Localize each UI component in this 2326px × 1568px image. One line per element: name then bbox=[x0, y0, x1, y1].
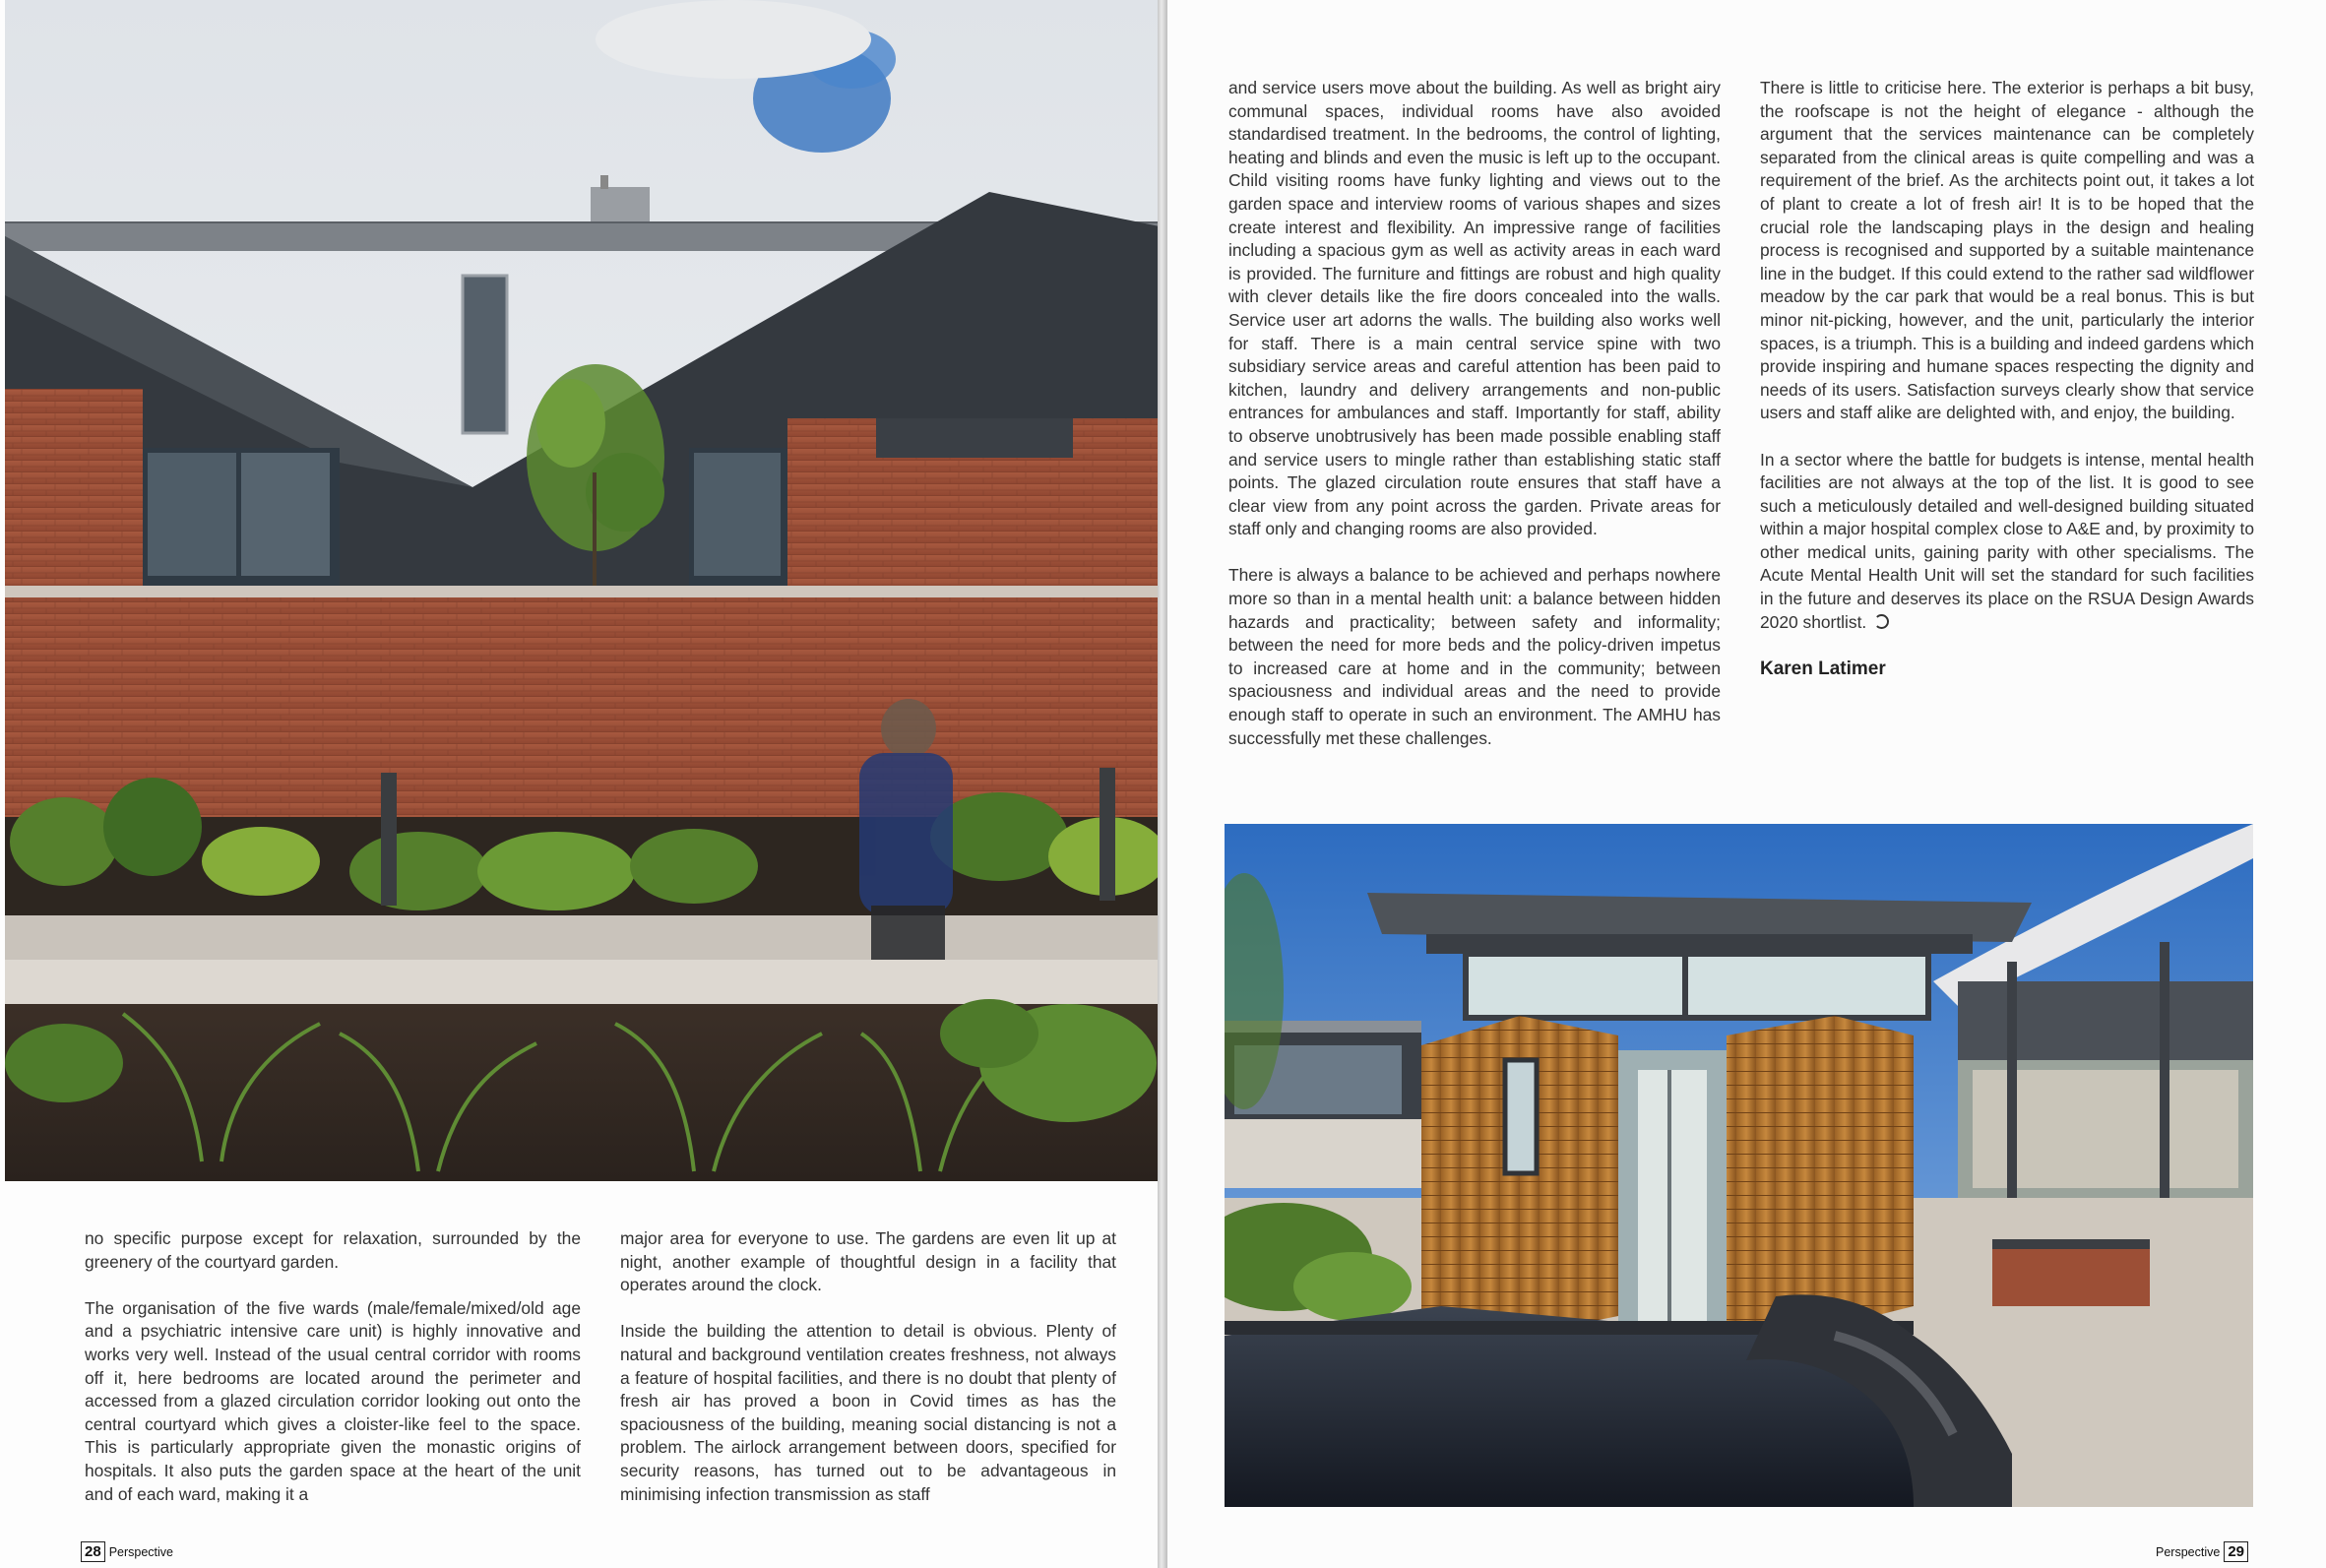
right-column-2 bbox=[1760, 77, 2254, 680]
paragraph: There is always a balance to be achieved and perhaps nowhere more so than in a mental health unit: a balance between hidden hazards and practicality; between safety and informality; between the need for more beds and the policy-driven impetus to increased care at home and in the community; between spaciousness and individual areas and the need to provide enough staff to operate in such an environment. The AMHU has successfully met these challenges. bbox=[1228, 565, 1721, 748]
page-number: 28 bbox=[81, 1541, 105, 1562]
spread-gutter bbox=[1158, 0, 1167, 1568]
left-column-1 bbox=[85, 1227, 581, 1530]
right-folio bbox=[2156, 1541, 2248, 1562]
courtyard-pavilion-photo bbox=[1225, 824, 2253, 1507]
page-number: 29 bbox=[2224, 1541, 2248, 1562]
paragraph: The organisation of the five wards (male/female/mixed/old age and a psychiatric intensive care unit) is highly innovative and works very well. Instead of the usual central corridor with rooms off it, here bedrooms are located around the perimeter and accessed from a glazed circulation corridor looking out onto the central courtyard which gives a cloister-like feel to the space. This is particularly appropriate given the monastic origins of hospitals. It also puts the garden space at the heart of the unit and of each ward, making it a bbox=[85, 1297, 581, 1504]
running-title: Perspective bbox=[2156, 1544, 2221, 1559]
end-of-article-mark-icon bbox=[1874, 614, 1889, 629]
paragraph: no specific purpose except for relaxation, surrounded by the greenery of the courtyard garden. bbox=[85, 1228, 581, 1272]
paragraph: major area for everyone to use. The gardens are even lit up at night, another example of thoughtful design in a facility that operates around the clock. bbox=[620, 1228, 1116, 1295]
paragraph: and service users move about the building. As well as bright airy communal spaces, individual rooms have also avoided standardised treatment. In the bedrooms, the control of lighting, heating and blinds and even the music is left up to the occupant. Child visiting rooms have funky lighting and views out to the garden space and interview rooms of various shapes and sizes create interest and flexibility. An impressive range of facilities including a spacious gym as well as activity areas in each ward is provided. The furniture and fittings are robust and high quality with clever details like the fire doors concealed into the walls. Service user art adorns the walls. The building also works well for staff. There is a main central service spine with two subsidiary service areas and careful attention has been paid to kitchen, laundry and delivery arrangements and non-public entrances for ambulances and staff. Importantly for staff, ability to observe unobtrusively has been made possible enabling staff and service users to mingle rather than establishing static staff points. The glazed circulation route ensures that staff have a clear view from any point across the garden. Private areas for staff only and changing rooms are also provided. bbox=[1228, 78, 1721, 539]
paragraph: Inside the building the attention to detail is obvious. Plenty of natural and background ventilation creates freshness, not always a feature of hospital facilities, and there is no doubt that plenty of fresh air has proved a boon in Covid times as has the spaciousness of the building, meaning social distancing is not a problem. The airlock arrangement between doors, specified for security reasons, has turned out to be advantageous in minimising infection transmission as staff bbox=[620, 1321, 1116, 1504]
left-column-2 bbox=[620, 1227, 1116, 1530]
right-page bbox=[1167, 0, 2326, 1568]
left-folio bbox=[81, 1541, 173, 1562]
building-exterior-photo bbox=[5, 0, 1158, 1181]
paragraph: There is little to criticise here. The exterior is perhaps a bit busy, the roofscape is not the height of elegance - although the argument that the services maintenance can be completely separated from the clinical areas is quite compelling and was a requirement of the brief. As the architects point out, it takes a lot of plant to create a lot of fresh air! It is to be hoped that the crucial role the landscaping plays in the design and healing process is recognised and supported by a suitable maintenance line in the budget. If this could extend to the rather sad wildflower meadow by the car park that would be a real bonus. This is but minor nit-picking, however, and the unit, particularly the interior spaces, is a triumph. This is a building and indeed gardens which provide inspiring and humane spaces respecting the dignity and needs of its users. Satisfaction surveys clearly show that service users and staff alike are delighted with, and enjoy, the building. bbox=[1760, 78, 2254, 423]
running-title: Perspective bbox=[108, 1544, 173, 1559]
paragraph bbox=[1760, 449, 2254, 635]
author-byline: Karen Latimer bbox=[1760, 658, 1886, 679]
left-page bbox=[0, 0, 1158, 1568]
closing-paragraph-text: In a sector where the battle for budgets is intense, mental health facilities are not always at the top of the list. It is good to see such a meticulously detailed and well-designed building situated within a major hospital complex close to A&E and, by proximity to other medical units, gaining parity with other specialisms. The Acute Mental Health Unit will set the standard for such facilities in the future and deserves its place on the RSUA Design Awards 2020 shortlist. bbox=[1760, 449, 2254, 632]
right-column-1 bbox=[1228, 77, 1721, 774]
